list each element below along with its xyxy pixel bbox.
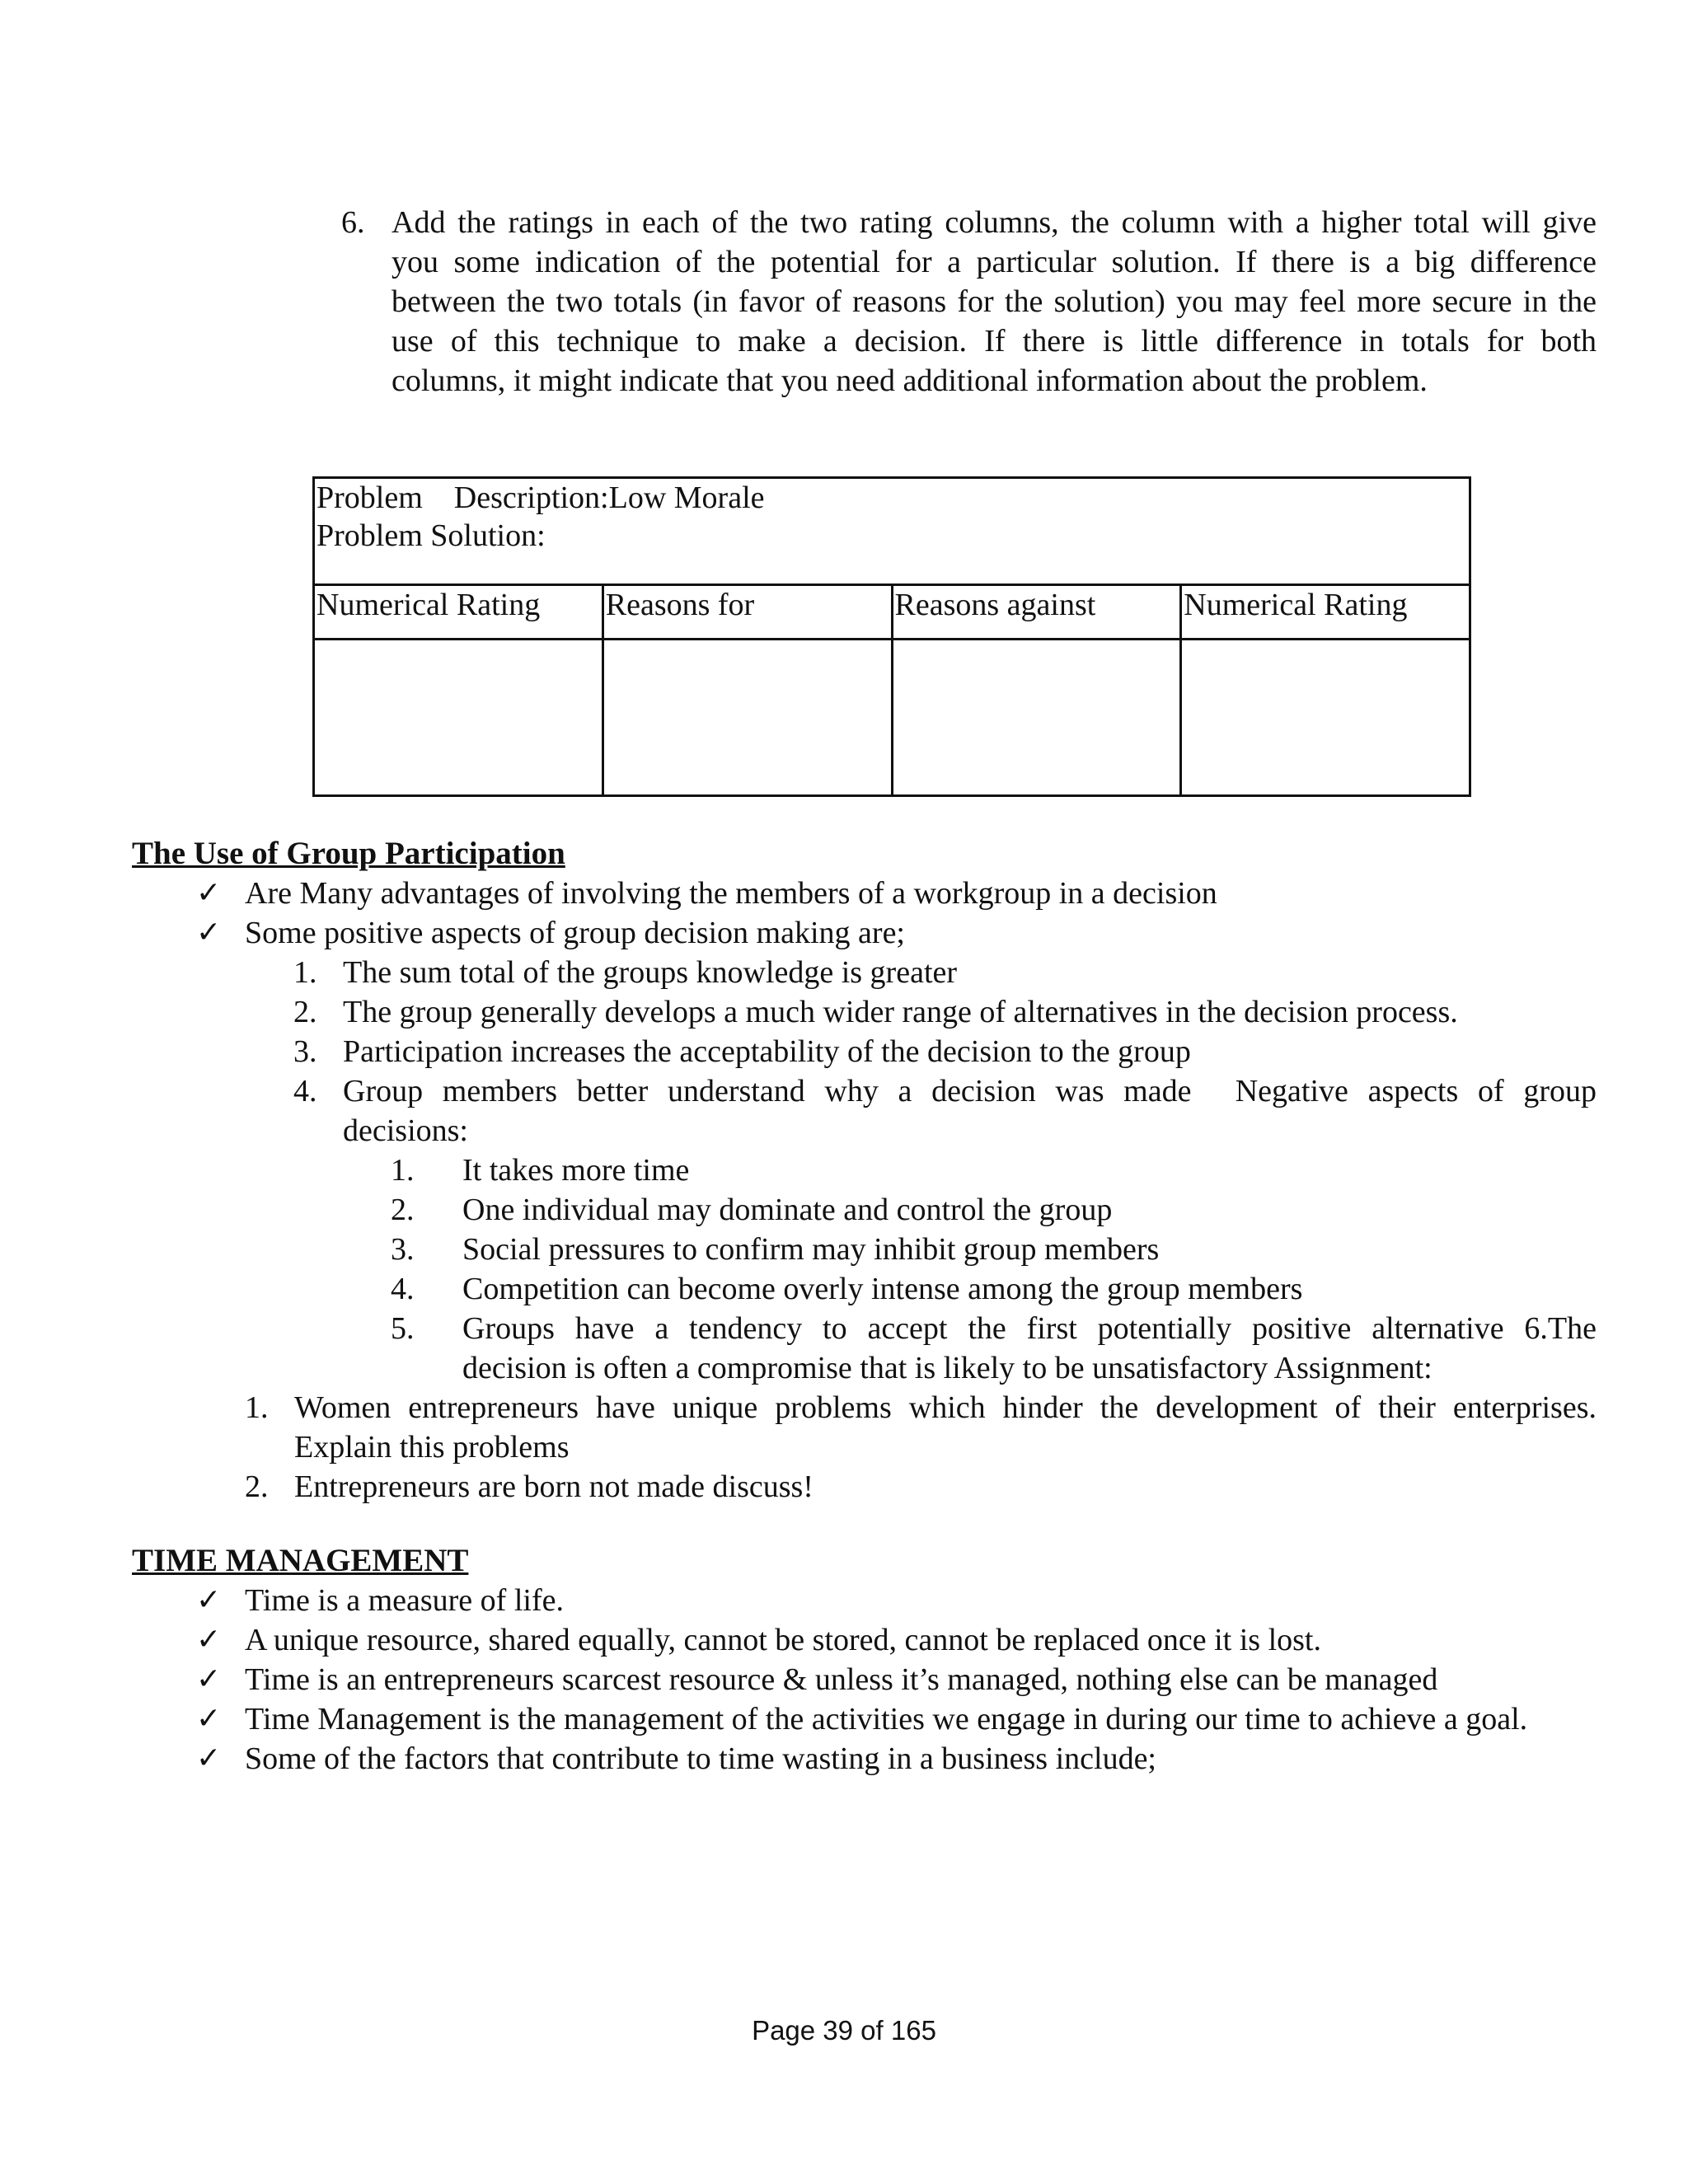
list-item: The sum total of the groups knowledge is greater xyxy=(343,955,958,990)
check-mark-icon: ✓ xyxy=(196,876,222,910)
list-number: 4. xyxy=(293,1074,317,1108)
table-cell xyxy=(603,640,892,796)
table-cell xyxy=(892,640,1181,796)
bullet-item: Time is a measure of life. xyxy=(245,1583,564,1618)
table-row xyxy=(314,478,1470,585)
bullet-item: Some of the factors that contribute to time wasting in a business include; xyxy=(245,1741,1156,1776)
problem-table xyxy=(312,476,1471,797)
list-item: Competition can become overly intense among the group members xyxy=(462,1272,1303,1306)
bullet-item: Some positive aspects of group decision making are; xyxy=(245,916,905,950)
problem-solution: Problem Solution: xyxy=(316,518,546,553)
list-number: 1. xyxy=(293,955,317,990)
check-mark-icon: ✓ xyxy=(196,1583,222,1617)
column-header: Reasons for xyxy=(603,585,892,640)
list-item: The group generally develops a much wider range of alternatives in the decision process. xyxy=(343,995,1458,1029)
list-item: Social pressures to confirm may inhibit group members xyxy=(462,1232,1160,1267)
check-mark-icon: ✓ xyxy=(196,1662,222,1696)
step-6-line: Add the ratings in each of the two rating columns, the column with a higher total will give xyxy=(392,205,1597,240)
list-item-continuation: decisions: xyxy=(343,1113,468,1148)
list-item: Groups have a tendency to accept the first potentially positive alternative 6.The xyxy=(462,1311,1597,1346)
column-header: Numerical Rating xyxy=(314,585,603,640)
section-heading: TIME MANAGEMENT xyxy=(132,1543,469,1578)
list-item-continuation: decision is often a compromise that is likely to be unsatisfactory Assignment: xyxy=(462,1351,1432,1385)
list-number: 3. xyxy=(293,1034,317,1069)
list-item: Participation increases the acceptability of the decision to the group xyxy=(343,1034,1191,1069)
list-item: One individual may dominate and control the group xyxy=(462,1193,1113,1227)
table-header-row xyxy=(314,585,1470,640)
step-6-line: you some indication of the potential for a particular solution. If there is a big difference xyxy=(392,245,1597,279)
list-item: Group members better understand why a decision was made Negative aspects of group xyxy=(343,1074,1597,1108)
section-heading: The Use of Group Participation xyxy=(132,836,565,871)
column-header: Reasons against xyxy=(892,585,1181,640)
step-6-line: columns, it might indicate that you need additional information about the problem. xyxy=(392,363,1428,398)
column-header: Numerical Rating xyxy=(1181,585,1470,640)
check-mark-icon: ✓ xyxy=(196,1702,222,1736)
list-number: 4. xyxy=(391,1272,415,1306)
step-6-line: use of this technique to make a decision. If there is little difference in totals for both xyxy=(392,324,1597,359)
check-mark-icon: ✓ xyxy=(196,1741,222,1775)
table-cell xyxy=(314,640,603,796)
problem-description: Problem Description:Low Morale xyxy=(316,480,765,515)
list-number: 2. xyxy=(245,1469,269,1504)
bullet-item: Time Management is the management of the activities we engage in during our time to achieve a goal. xyxy=(245,1702,1528,1736)
problem-header-cell xyxy=(314,478,1470,585)
bullet-item: Are Many advantages of involving the members of a workgroup in a decision xyxy=(245,876,1217,911)
check-mark-icon: ✓ xyxy=(196,916,222,949)
assignment-item: Women entrepreneurs have unique problems which hinder the development of their enterprises. xyxy=(294,1390,1597,1425)
list-number: 5. xyxy=(391,1311,415,1346)
table-cell xyxy=(1181,640,1470,796)
list-number: 2. xyxy=(293,995,317,1029)
list-number: 1. xyxy=(245,1390,269,1425)
list-item: It takes more time xyxy=(462,1153,690,1188)
assignment-item-continuation: Explain this problems xyxy=(294,1430,570,1465)
list-number: 1. xyxy=(391,1153,415,1188)
bullet-item: Time is an entrepreneurs scarcest resource & unless it’s managed, nothing else can be managed xyxy=(245,1662,1438,1697)
list-number: 3. xyxy=(391,1232,415,1267)
table-row xyxy=(314,640,1470,796)
check-mark-icon: ✓ xyxy=(196,1623,222,1657)
bullet-item: A unique resource, shared equally, cannot be stored, cannot be replaced once it is lost. xyxy=(245,1623,1321,1657)
assignment-item: Entrepreneurs are born not made discuss! xyxy=(294,1469,814,1504)
step-number: 6. xyxy=(341,205,365,240)
step-6-line: between the two totals (in favor of reasons for the solution) you may feel more secure in the xyxy=(392,284,1597,319)
page-number-footer: Page 39 of 165 xyxy=(752,2015,936,2046)
list-number: 2. xyxy=(391,1193,415,1227)
